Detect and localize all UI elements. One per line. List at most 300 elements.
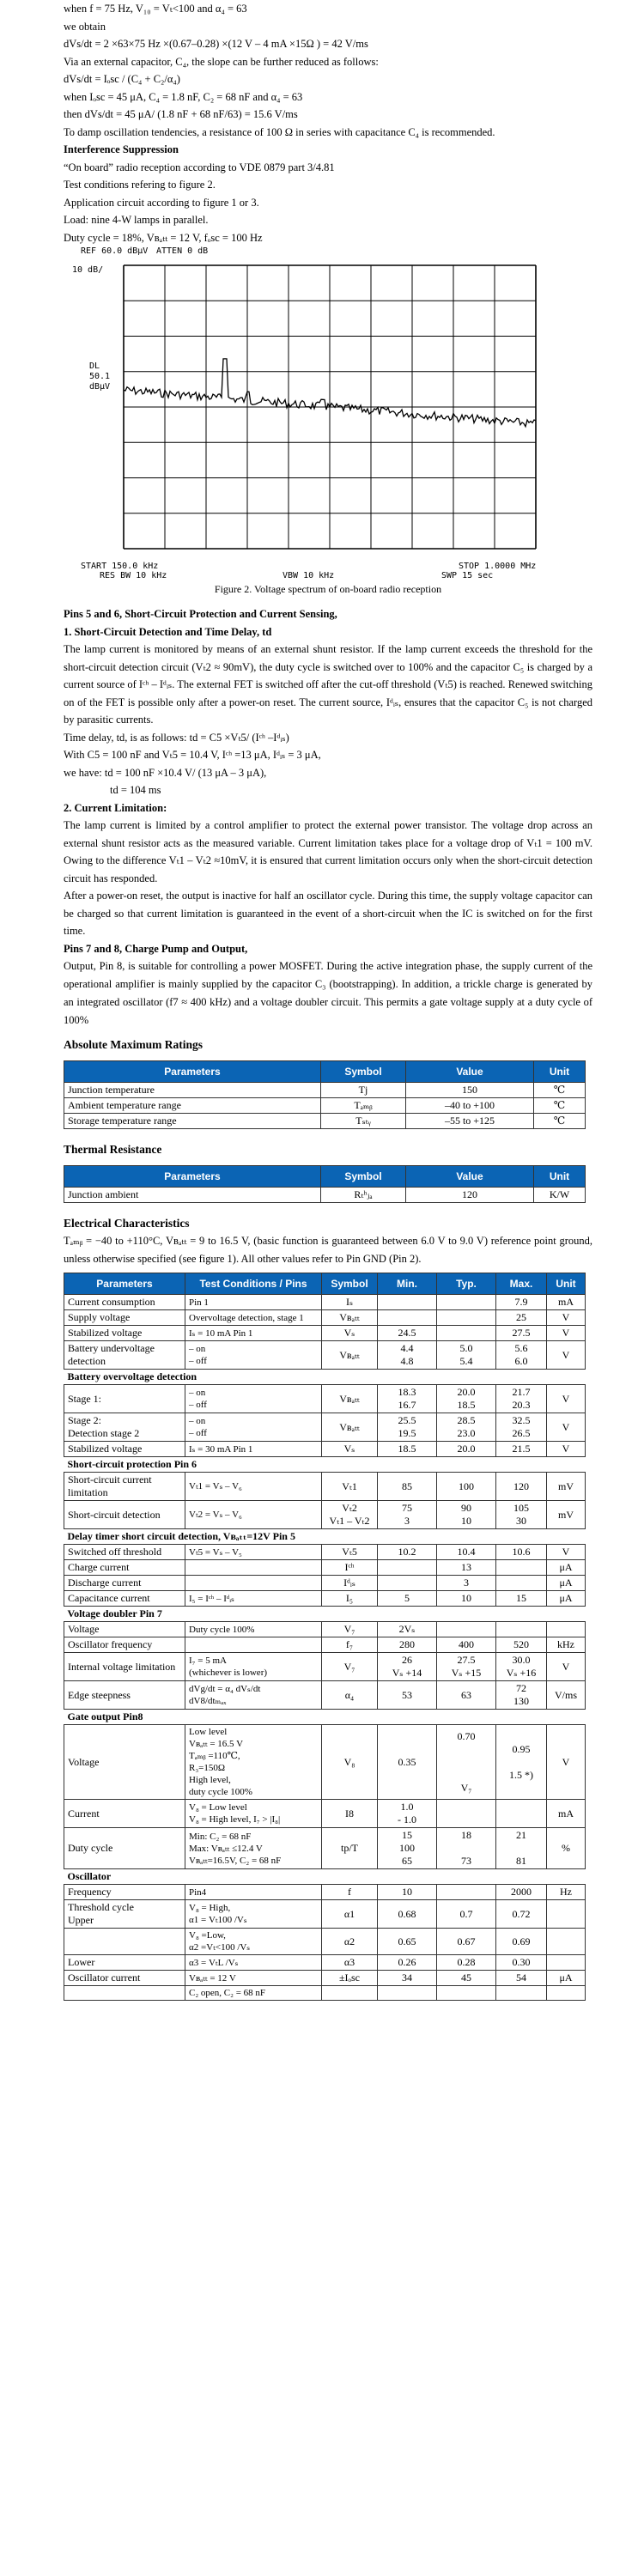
cell: V — [547, 1653, 586, 1681]
cell: Vₜ5 = Vₛ – V₅ — [185, 1545, 322, 1560]
subsection-heading: 2. Current Limitation: — [64, 801, 167, 814]
sweep-label: SWP 15 sec — [441, 571, 494, 580]
text-line: when f = 75 Hz, V₁₀ = Vₜ<100 and α₄ = 63 — [64, 3, 247, 15]
cell: Voltage — [64, 1622, 185, 1637]
cell: μA — [547, 1971, 586, 1986]
table-row — [64, 1576, 586, 1591]
cell: 0.28 — [437, 1955, 496, 1971]
figure-caption: Figure 2. Voltage spectrum of on-board radio reception — [214, 583, 442, 595]
cell: Battery undervoltage detection — [64, 1341, 185, 1370]
cell: I₅ = Iᶜʰ – Iᵈᵢₛ — [185, 1591, 322, 1607]
dl-label: DL — [89, 361, 100, 371]
cell: 5.6 6.0 — [496, 1341, 547, 1370]
table-row — [64, 1341, 586, 1370]
cell: 100 — [437, 1473, 496, 1501]
cell: 0.35 — [378, 1725, 437, 1800]
start-label: START 150.0 kHz — [81, 562, 159, 571]
cell: 53 — [378, 1681, 437, 1710]
cell — [496, 1986, 547, 2001]
ref-level-label: REF 60.0 dBμV — [81, 246, 149, 256]
cell: 0.72 — [496, 1900, 547, 1929]
cell: Duty cycle 100% — [185, 1622, 322, 1637]
cell: 21.7 20.3 — [496, 1385, 547, 1413]
cell: Lower — [64, 1955, 185, 1971]
col-header: Unit — [547, 1273, 586, 1295]
cell: Min: C₂ = 68 nF Max: Vʙₐₜₜ ≤12.4 V Vʙₐₜₜ=16.5V, C₂ = 68 nF — [185, 1828, 322, 1869]
cell: 4.4 4.8 — [378, 1341, 437, 1370]
cell — [185, 1637, 322, 1653]
cell: Short-circuit current limitation — [64, 1473, 185, 1501]
table-row — [64, 1986, 586, 2001]
cell: 0.67 — [437, 1929, 496, 1955]
section-row-label: Voltage doubler Pin 7 — [64, 1607, 586, 1622]
cell — [496, 1576, 547, 1591]
cell: V₈ = High, α1 = Vₜ100 /Vₛ — [185, 1900, 322, 1929]
cell: Switched off threshold — [64, 1545, 185, 1560]
cell: 3 — [437, 1576, 496, 1591]
col-header: Value — [406, 1166, 534, 1188]
spectrum-figure — [64, 246, 592, 605]
section-heading: Pins 5 and 6, Short-Circuit Protection and Current Sensing, — [64, 608, 337, 620]
cell: –55 to +125 — [406, 1114, 534, 1129]
cell: dVg/dt = α₄ dVₛ/dt dV8/dtₘₐₓ — [185, 1681, 322, 1710]
abs-max-table — [64, 1060, 586, 1129]
cell: 120 — [496, 1473, 547, 1501]
resbw-label: RES BW 10 kHz — [100, 571, 167, 580]
cell: 10.2 — [378, 1545, 437, 1560]
dl-value: 50.1 — [89, 372, 111, 381]
cell: 34 — [378, 1971, 437, 1986]
thermal-heading: Thermal Resistance — [64, 1143, 162, 1156]
cell: 10 — [437, 1591, 496, 1607]
table-row — [64, 1725, 586, 1800]
cell — [547, 1955, 586, 1971]
cell: μA — [547, 1576, 586, 1591]
cell: 24.5 — [378, 1326, 437, 1341]
cell: – on – off — [185, 1413, 322, 1442]
col-header: Unit — [534, 1166, 586, 1188]
cell — [322, 1986, 378, 2001]
cell: ℃ — [534, 1114, 586, 1129]
cell: α3 = VₜL /Vₛ — [185, 1955, 322, 1971]
cell: I8 — [322, 1800, 378, 1828]
cell: 25 — [496, 1310, 547, 1326]
cell: 0.70 V₇ — [437, 1725, 496, 1800]
cell: K/W — [534, 1188, 586, 1203]
table-row — [64, 1310, 586, 1326]
cell: V — [547, 1725, 586, 1800]
cell: 0.30 — [496, 1955, 547, 1971]
paragraph: Tₐₘᵦ = −40 to +110°C, Vʙₐₜₜ = 9 to 16.5 V, (basic function is guaranteed between 6.0 V to 9.0 V) reference point ground, unless otherwise specified (see figure 1). All other values refer to Pin GND (Pin 2). — [64, 1235, 592, 1265]
cell — [547, 1622, 586, 1637]
paragraph: The lamp current is monitored by means of an external shunt resistor. If the lamp current exceeds the threshold for the short-circuit detection circuit (Vₜ2 ≈ 90mV), the duty cycle is switched over to 100% and the capacitor C₅ is charged by a current source of Iᶜʰ – Iᵈᵢₛ. The external FET is switched off after the cut-off threshold (Vₜ5) is reached. Renewed switching on of the FET is possible only after a power-on reset. The current source, Iᵈᵢₛ, ensures that the capacitor C₅ is not charged by parasitic currents. — [64, 643, 592, 726]
cell: Stabilized voltage — [64, 1442, 185, 1457]
section-row-label: Oscillator — [64, 1869, 586, 1885]
paragraph: The lamp current is limited by a control amplifier to protect the external power transistor. The voltage drop across an external shunt resistor acts as the measured variable. Current limitation takes place for a voltage drop of Vₜ1 = 100 mV. Owing to the difference Vₜ1 – Vₜ2 ≈10mV, it is ensured that current limitation occurs only when the short-circuit detection circuit has responded. — [64, 819, 592, 884]
table-row — [64, 1637, 586, 1653]
cell — [437, 1885, 496, 1900]
text-line: dVs/dt = Iₒsc / (C₄ + C₂/α₄) — [64, 73, 180, 85]
col-header: Value — [406, 1061, 534, 1083]
cell: C₂ open, C₂ = 68 nF — [185, 1986, 322, 2001]
cell: Vₜ2 = Vₛ – V₆ — [185, 1501, 322, 1529]
vbw-label: VBW 10 kHz — [283, 571, 335, 580]
paragraph: Output, Pin 8, is suitable for controlling a power MOSFET. During the active integration phase, the supply current of the operational amplifier is mainly supplied by the capacitor C₃ (bootstrapping). In addition, a trickle charge is generated by an integrated oscillator (f7 ≈ 400 kHz) and a voltage doubler circuit. This permits a gate voltage supply at a duty cycle of 100% — [64, 960, 592, 1026]
cell: 18.3 16.7 — [378, 1385, 437, 1413]
text-line: Duty cycle = 18%, Vʙₐₜₜ = 12 V, fₒsc = 100 Hz — [64, 231, 263, 244]
table-row — [64, 1545, 586, 1560]
cell: Vʙₐₜₜ — [322, 1413, 378, 1442]
table-row — [64, 1971, 586, 1986]
cell: 75 3 — [378, 1501, 437, 1529]
col-header: Parameters — [64, 1061, 321, 1083]
cell: V₈ =Low, α2 =Vₜ<100 /Vₛ — [185, 1929, 322, 1955]
cell: Stabilized voltage — [64, 1326, 185, 1341]
cell: Oscillator current — [64, 1971, 185, 1986]
table-row — [64, 1869, 586, 1885]
col-header: Parameters — [64, 1273, 185, 1295]
cell: V₈ = Low level V₈ = High level, I₇ > |I₈| — [185, 1800, 322, 1828]
text-line: we obtain — [64, 20, 106, 33]
col-header: Max. — [496, 1273, 547, 1295]
cell: ±Iₒsc — [322, 1971, 378, 1986]
cell — [437, 1310, 496, 1326]
cell: 0.26 — [378, 1955, 437, 1971]
cell: V₈ — [322, 1725, 378, 1800]
cell: –40 to +100 — [406, 1098, 534, 1114]
cell: α3 — [322, 1955, 378, 1971]
text-line: To damp oscillation tendencies, a resistance of 100 Ω in series with capacitance C₄ is recommended. — [64, 125, 495, 138]
cell: 72 130 — [496, 1681, 547, 1710]
cell: Vₜ1 — [322, 1473, 378, 1501]
cell: – on – off — [185, 1385, 322, 1413]
cell: 18 73 — [437, 1828, 496, 1869]
cell: Vʙₐₜₜ = 12 V — [185, 1971, 322, 1986]
table-row — [64, 1653, 586, 1681]
intro-block — [64, 0, 592, 141]
cell — [437, 1800, 496, 1828]
cell: Junction ambient — [64, 1188, 321, 1203]
table-row — [64, 1529, 586, 1545]
section-row-label: Delay timer short circuit detection, Vʙₐₜₜ=12V Pin 5 — [64, 1529, 586, 1545]
subsection-heading: 1. Short-Circuit Detection and Time Delay, td — [64, 625, 272, 638]
cell: 18.5 — [378, 1442, 437, 1457]
cell — [496, 1560, 547, 1576]
cell: V₇ — [322, 1653, 378, 1681]
cell: 28.5 23.0 — [437, 1413, 496, 1442]
col-header: Test Conditions / Pins — [185, 1273, 322, 1295]
table-row — [64, 1098, 586, 1114]
text-line: dVs/dt = 2 ×63×75 Hz ×(0.67–0.28) ×(12 V – 4 mA ×15Ω ) = 42 V/ms — [64, 38, 368, 50]
cell: I₅ — [322, 1591, 378, 1607]
cell: Iₛ = 30 mA Pin 1 — [185, 1442, 322, 1457]
cell: 20.0 18.5 — [437, 1385, 496, 1413]
cell: V — [547, 1326, 586, 1341]
cell: tp/T — [322, 1828, 378, 1869]
cell: Vₜ2 Vₜ1 – Vₜ2 — [322, 1501, 378, 1529]
cell: 27.5 — [496, 1326, 547, 1341]
cell: V₇ — [322, 1622, 378, 1637]
cell: kHz — [547, 1637, 586, 1653]
cell — [378, 1295, 437, 1310]
cell: Iᶜʰ — [322, 1560, 378, 1576]
cell: Short-circuit detection — [64, 1501, 185, 1529]
cell: Vₜ1 = Vₛ – V₆ — [185, 1473, 322, 1501]
table-row — [64, 1955, 586, 1971]
text-line: Via an external capacitor, C₄, the slope can be further reduced as follows: — [64, 55, 379, 68]
cell — [547, 1986, 586, 2001]
cell: 5 — [378, 1591, 437, 1607]
cell: Current consumption — [64, 1295, 185, 1310]
cell — [496, 1800, 547, 1828]
table-row — [64, 1591, 586, 1607]
table-row — [64, 1385, 586, 1413]
cell: 21 81 — [496, 1828, 547, 1869]
cell: Vʙₐₜₜ — [322, 1310, 378, 1326]
cell — [437, 1622, 496, 1637]
section-heading: Pins 7 and 8, Charge Pump and Output, — [64, 942, 248, 955]
cell: Iₛ — [322, 1295, 378, 1310]
cell: Vʙₐₜₜ — [322, 1341, 378, 1370]
table-row — [64, 1188, 586, 1203]
scale-label: 10 dB/ — [72, 265, 104, 275]
cell: V — [547, 1413, 586, 1442]
table-row — [64, 1828, 586, 1869]
cell — [547, 1929, 586, 1955]
cell: Hz — [547, 1885, 586, 1900]
abs-max-heading: Absolute Maximum Ratings — [64, 1038, 204, 1051]
cell: Pin 1 — [185, 1295, 322, 1310]
cell: % — [547, 1828, 586, 1869]
cell: Supply voltage — [64, 1310, 185, 1326]
cell: 85 — [378, 1473, 437, 1501]
cell: 1.0 - 1.0 — [378, 1800, 437, 1828]
table-row — [64, 1114, 586, 1129]
cell: Duty cycle — [64, 1828, 185, 1869]
cell: f — [322, 1885, 378, 1900]
interference-heading: Interference Suppression — [64, 143, 179, 155]
section-row-label: Short-circuit protection Pin 6 — [64, 1457, 586, 1473]
cell: V/ms — [547, 1681, 586, 1710]
cell: Junction temperature — [64, 1083, 321, 1098]
cell: f₇ — [322, 1637, 378, 1653]
cell: 25.5 19.5 — [378, 1413, 437, 1442]
table-row — [64, 1800, 586, 1828]
stop-label: STOP 1.0000 MHz — [459, 562, 537, 571]
cell: Vʙₐₜₜ — [322, 1385, 378, 1413]
cell: μA — [547, 1591, 586, 1607]
col-header: Symbol — [322, 1273, 378, 1295]
text-line: then dVs/dt = 45 μA/ (1.8 nF + 68 nF/63) = 15.6 V/ms — [64, 108, 298, 120]
cell: Vₛ — [322, 1442, 378, 1457]
cell: mA — [547, 1295, 586, 1310]
cell: V — [547, 1545, 586, 1560]
cell — [378, 1986, 437, 2001]
cell: 2000 — [496, 1885, 547, 1900]
cell: Rₜʰⱼₐ — [321, 1188, 406, 1203]
cell — [496, 1622, 547, 1637]
spectrum-svg — [64, 246, 592, 581]
table-row — [64, 1295, 586, 1310]
cell: Stage 1: — [64, 1385, 185, 1413]
table-row — [64, 1457, 586, 1473]
cell: Threshold cycle Upper — [64, 1900, 185, 1929]
cell: Oscillator frequency — [64, 1637, 185, 1653]
cell — [437, 1326, 496, 1341]
cell: Frequency — [64, 1885, 185, 1900]
cell: Capacitance current — [64, 1591, 185, 1607]
text-line: Test conditions refering to figure 2. — [64, 179, 216, 191]
cell: Current — [64, 1800, 185, 1828]
table-row — [64, 1607, 586, 1622]
table-row — [64, 1929, 586, 1955]
cell: mV — [547, 1501, 586, 1529]
text-line: when Iₒsc = 45 μA, C₄ = 1.8 nF, C₂ = 68 nF and α₄ = 63 — [64, 90, 303, 103]
text-line: With C5 = 100 nF and Vₜ5 = 10.4 V, Iᶜʰ =13 μA, Iᵈᵢₛ = 3 μA, — [64, 749, 321, 761]
cell: α1 — [322, 1900, 378, 1929]
table-row — [64, 1501, 586, 1529]
cell: 400 — [437, 1637, 496, 1653]
cell — [64, 1986, 185, 2001]
cell: V — [547, 1442, 586, 1457]
cell: Tₛₜᵧ — [321, 1114, 406, 1129]
text-line: Load: nine 4-W lamps in parallel. — [64, 214, 209, 226]
cell: 150 — [406, 1083, 534, 1098]
paragraph: After a power-on reset, the output is inactive for half an oscillator cycle. During this time, the supply voltage capacitor can be charged so that current limitation is guaranteed in the event of a short-circuit when the IC is switched on for the first time. — [64, 890, 592, 937]
cell: Ambient temperature range — [64, 1098, 321, 1114]
text-line: td = 104 ms — [110, 784, 161, 796]
cell: 10.4 — [437, 1545, 496, 1560]
col-header: Parameters — [64, 1166, 321, 1188]
cell: 15 — [496, 1591, 547, 1607]
cell: 27.5 Vₛ +15 — [437, 1653, 496, 1681]
cell: V — [547, 1310, 586, 1326]
col-header: Unit — [534, 1061, 586, 1083]
cell: 63 — [437, 1681, 496, 1710]
elec-table — [64, 1273, 586, 2001]
cell: mA — [547, 1800, 586, 1828]
cell: 5.0 5.4 — [437, 1341, 496, 1370]
cell: 21.5 — [496, 1442, 547, 1457]
table-row — [64, 1370, 586, 1385]
cell: Vₜ5 — [322, 1545, 378, 1560]
thermal-table — [64, 1165, 586, 1203]
dl-unit: dBμV — [89, 382, 111, 392]
cell: 120 — [406, 1188, 534, 1203]
cell — [437, 1295, 496, 1310]
atten-label: ATTEN 0 dB — [156, 246, 209, 256]
document-page — [64, 0, 592, 2001]
cell — [437, 1986, 496, 2001]
cell: μA — [547, 1560, 586, 1576]
cell: 280 — [378, 1637, 437, 1653]
spectrum-plot — [64, 246, 592, 581]
cell: 105 30 — [496, 1501, 547, 1529]
cell: 30.0 Vₛ +16 — [496, 1653, 547, 1681]
cell: Internal voltage limitation — [64, 1653, 185, 1681]
cell: Charge current — [64, 1560, 185, 1576]
cell: V — [547, 1385, 586, 1413]
section-row-label: Gate output Pin8 — [64, 1710, 586, 1725]
cell: 54 — [496, 1971, 547, 1986]
cell: Storage temperature range — [64, 1114, 321, 1129]
cell: Iₛ = 10 mA Pin 1 — [185, 1326, 322, 1341]
cell: Tj — [321, 1083, 406, 1098]
cell: mV — [547, 1473, 586, 1501]
cell — [378, 1560, 437, 1576]
text-line: Application circuit according to figure 1 or 3. — [64, 196, 259, 209]
cell: Overvoltage detection, stage 1 — [185, 1310, 322, 1326]
cell — [378, 1310, 437, 1326]
table-row — [64, 1885, 586, 1900]
table-row — [64, 1473, 586, 1501]
cell — [185, 1576, 322, 1591]
table-row — [64, 1900, 586, 1929]
cell: 20.0 — [437, 1442, 496, 1457]
cell: 15 100 65 — [378, 1828, 437, 1869]
cell — [64, 1929, 185, 1955]
cell: ℃ — [534, 1083, 586, 1098]
table-row — [64, 1413, 586, 1442]
text-line: Time delay, td, is as follows: td = C5 ×Vₜ5/ (Iᶜʰ –Iᵈᵢₛ) — [64, 731, 289, 744]
cell: Voltage — [64, 1725, 185, 1800]
cell: 10 — [378, 1885, 437, 1900]
cell: I₇ = 5 mA (whichever is lower) — [185, 1653, 322, 1681]
col-header: Min. — [378, 1273, 437, 1295]
table-row — [64, 1622, 586, 1637]
table-row — [64, 1681, 586, 1710]
col-header: Typ. — [437, 1273, 496, 1295]
cell: Tₐₘᵦ — [321, 1098, 406, 1114]
cell: Discharge current — [64, 1576, 185, 1591]
table-row — [64, 1083, 586, 1098]
cell: 7.9 — [496, 1295, 547, 1310]
text-line: “On board” radio reception according to VDE 0879 part 3/4.81 — [64, 161, 335, 173]
cell — [185, 1560, 322, 1576]
cell: 0.68 — [378, 1900, 437, 1929]
cell: ℃ — [534, 1098, 586, 1114]
col-header: Symbol — [321, 1061, 406, 1083]
cell: 0.65 — [378, 1929, 437, 1955]
cell: Iᵈᵢₛ — [322, 1576, 378, 1591]
cell: – on – off — [185, 1341, 322, 1370]
table-row — [64, 1560, 586, 1576]
section-row-label: Battery overvoltage detection — [64, 1370, 586, 1385]
cell: α2 — [322, 1929, 378, 1955]
cell: Low level Vʙₐₜₜ = 16.5 V Tₐₘᵦ =110℃, R₃=150Ω High level, duty cycle 100% — [185, 1725, 322, 1800]
cell: 45 — [437, 1971, 496, 1986]
cell: 10.6 — [496, 1545, 547, 1560]
cell: 90 10 — [437, 1501, 496, 1529]
cell: V — [547, 1341, 586, 1370]
text-line: we have: td = 100 nF ×10.4 V/ (13 μA – 3 μA), — [64, 766, 267, 779]
cell: Pin4 — [185, 1885, 322, 1900]
cell: 0.7 — [437, 1900, 496, 1929]
cell: 0.69 — [496, 1929, 547, 1955]
table-row — [64, 1326, 586, 1341]
cell: Vₛ — [322, 1326, 378, 1341]
cell: 32.5 26.5 — [496, 1413, 547, 1442]
cell: Edge steepness — [64, 1681, 185, 1710]
cell: 2Vₛ — [378, 1622, 437, 1637]
cell: α₄ — [322, 1681, 378, 1710]
col-header: Symbol — [321, 1166, 406, 1188]
cell — [378, 1576, 437, 1591]
cell: 520 — [496, 1637, 547, 1653]
cell: 0.95 1.5 *) — [496, 1725, 547, 1800]
cell: 26 Vₛ +14 — [378, 1653, 437, 1681]
elec-heading: Electrical Characteristics — [64, 1217, 190, 1230]
